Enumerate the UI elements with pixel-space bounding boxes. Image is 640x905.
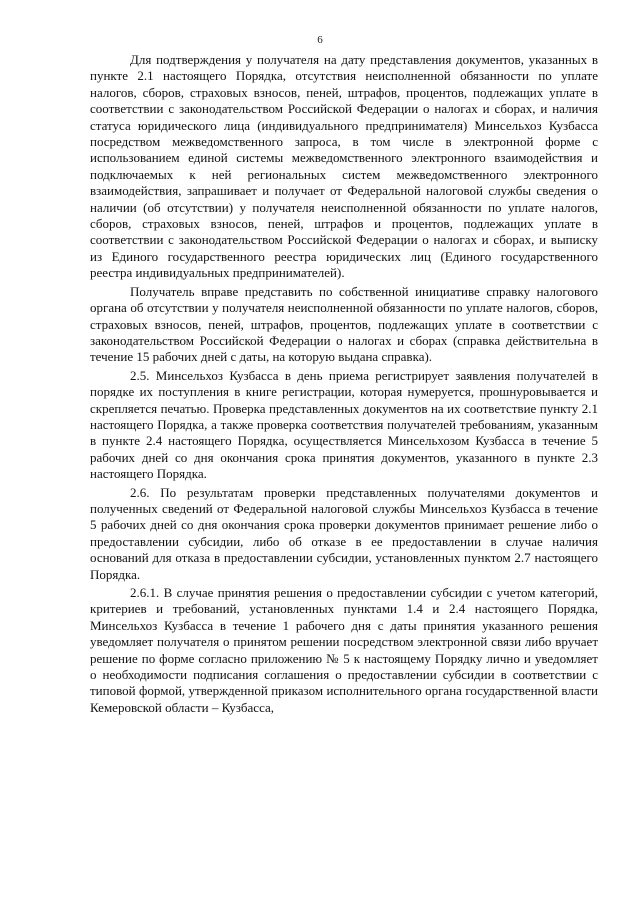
page-number: 6 [317, 34, 323, 46]
paragraph-nalog-request: Для подтверждения у получателя на дату представления документов, указанных в пункте 2.1 настоящего Порядка, отсутствия неисполненной обязанности по уплате налогов, сборов, страховых взносов, пеней, штрафов, процентов, подлежащих уплате в соответствии с законодательством Российской Федерации о налогах и сборах, и наличия статуса юридического лица (индивидуального предпринимателя) Минсельхоз Кузбасса посредством межведомственного запроса, в том числе в электронной форме с использованием единой системы межведомственного электронного взаимодействия и подключаемых к ней региональных систем межведомственного электронного взаимодействия, запрашивает и получает от Федеральной налоговой службы сведения о наличии (об отсутствии) у получателя неисполненной обязанности по уплате налогов, сборов, страховых взносов, пеней, штрафов и процентов, подлежащих уплате в соответствии с законодательством Российской Федерации о налогах и сборах, и выписку из Единого государственного реестра юридических лиц (Единого государственного реестра индивидуальных предпринимателей). [90, 52, 598, 281]
paragraph-2-6-1: 2.6.1. В случае принятия решения о предоставлении субсидии с учетом категорий, критериев и требований, установленных пунктами 1.4 и 2.4 настоящего Порядка, Минсельхоз Кузбасса в течение 1 рабочего дня с даты принятия указанного решения уведомляет получателя о принятом решении посредством электронной связи либо вручает решение по форме согласно приложению № 5 к настоящему Порядку лично и уведомляет о необходимости подписания соглашения о предоставлении субсидии в соответствии с типовой формой, утвержденной приказом исполнительного органа государственной власти Кемеровской области – Кузбасса, [90, 585, 598, 715]
paragraph-own-initiative-certificate: Получатель вправе представить по собственной инициативе справку налогового органа об отсутствии у получателя неисполненной обязанности по уплате налогов, сборов, страховых взносов, пеней, штрафов, процентов, подлежащих уплате в соответствии с законодательством Российской Федерации о налогах и сборах (справка действительна в течение 15 рабочих дней с даты, на которую выдана справка). [90, 283, 598, 365]
paragraph-2-5: 2.5. Минсельхоз Кузбасса в день приема регистрирует заявления получателей в порядке их поступления в книге регистрации, которая нумеруется, прошнуровывается и скрепляется печатью. Проверка представленных документов на их соответствие пункту 2.1 настоящего Порядка, а также проверка соответствия получателей требованиям, указанным в пункте 2.4 настоящего Порядка, осуществляется Минсельхозом Кузбасса в течение 5 рабочих дней со дня окончания срока принятия документов, указанного в пункте 2.3 настоящего Порядка. [90, 367, 598, 482]
document-body [90, 52, 598, 718]
paragraph-2-6: 2.6. По результатам проверки представленных получателями документов и полученных сведений от Федеральной налоговой службы Минсельхоз Кузбасса в течение 5 рабочих дней со дня окончания срока проверки документов принимает решение либо о предоставлении субсидии, либо об отказе в ее предоставлении в случае наличия оснований для отказа в предоставлении субсидии, установленных пунктом 2.7 настоящего Порядка. [90, 484, 598, 582]
